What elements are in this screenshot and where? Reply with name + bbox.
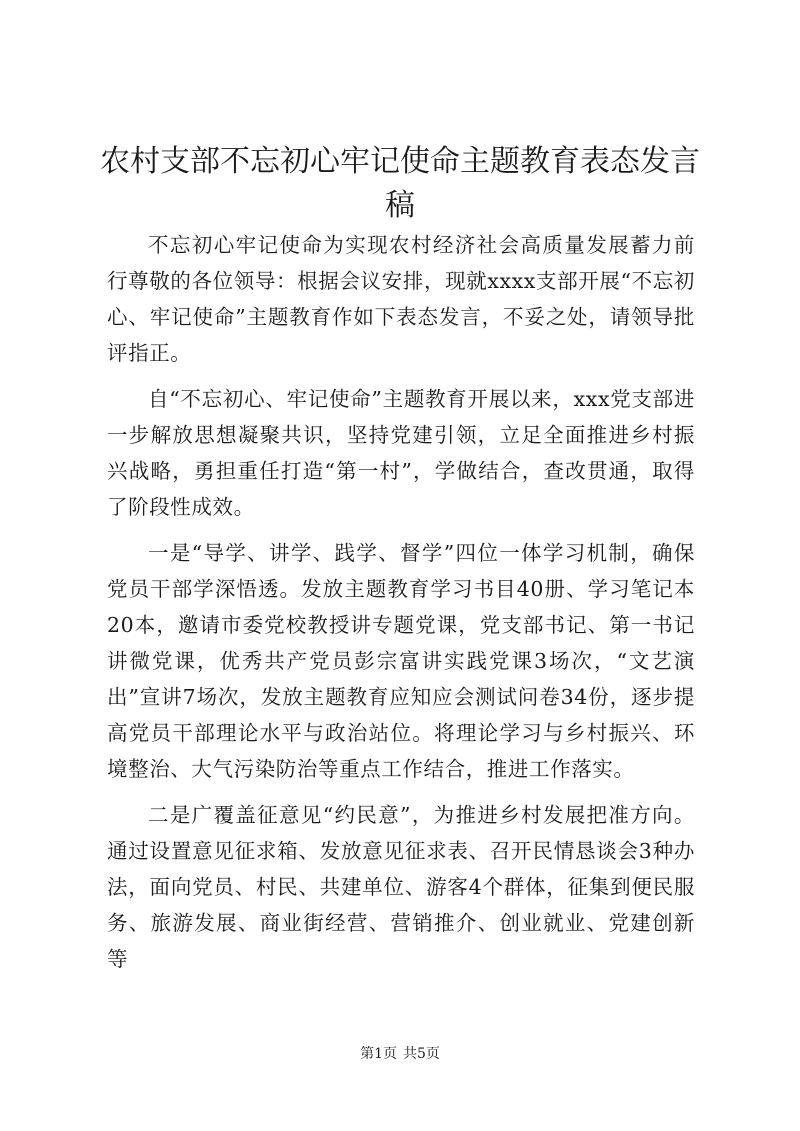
page-number-total: 共5页 [403,1046,440,1062]
document-body [107,227,695,977]
page-footer [0,1044,800,1064]
document-title: 农村支部不忘初心牢记使命主题教育表态发言稿 [100,144,700,223]
page-number-current: 第1页 [360,1046,397,1062]
paragraph-public-opinion: 二是广覆盖征意见“约民意”，为推进乡村发展把准方向。通过设置意见征求箱、发放意见征求表、召开民情恳谈会3种办法，面向党员、村民、共建单位、游客4个群体，征集到便民服务、旅游发展、商业街经营、营销推介、创业就业、党建创新等 [107,803,695,971]
paragraph-intro: 不忘初心牢记使命为实现农村经济社会高质量发展蓄力前行尊敬的各位领导：根据会议安排，现就xxxx支部开展“不忘初心、牢记使命”主题教育作如下表态发言，不妥之处，请领导批评指正。 [107,233,695,365]
paragraph-progress: 自“不忘初心、牢记使命”主题教育开展以来，xxx党支部进一步解放思想凝聚共识，坚持党建引领，立足全面推进乡村振兴战略，勇担重任打造“第一村”，学做结合，查改贯通，取得了阶段性成效。 [107,387,695,519]
paragraph-study-mechanism: 一是“导学、讲学、践学、督学”四位一体学习机制，确保党员干部学深悟透。发放主题教育学习书目40册、学习笔记本20本，邀请市委党校教授讲专题党课，党支部书记、第一书记讲微党课，优秀共产党员彭宗富讲实践党课3场次，“文艺演出”宣讲7场次，发放主题教育应知应会测试问卷34份，逐步提高党员干部理论水平与政治站位。将理论学习与乡村振兴、环境整治、大气污染防治等重点工作结合，推进工作落实。 [107,541,695,781]
